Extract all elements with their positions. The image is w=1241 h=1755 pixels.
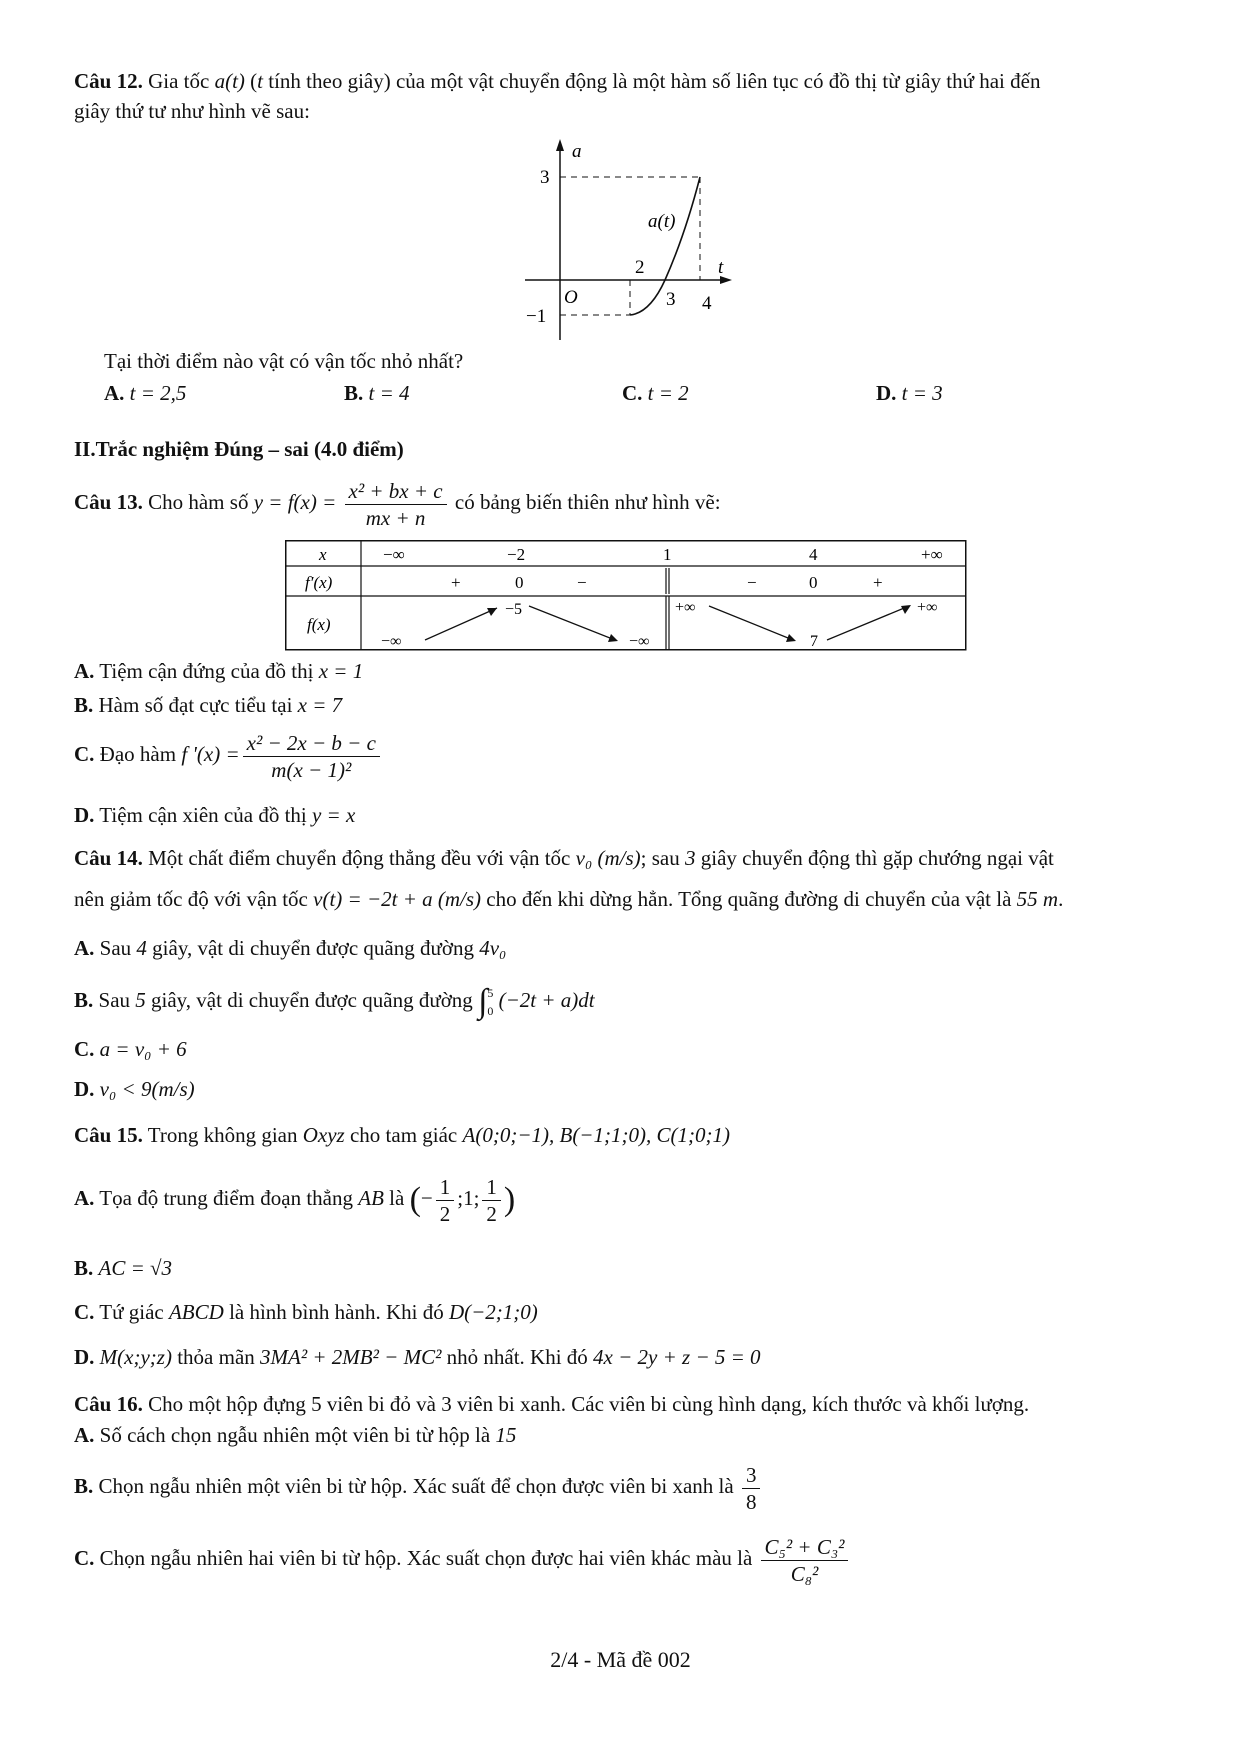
row-fp-label: f′(x) xyxy=(305,573,333,592)
q14-num: 3 xyxy=(684,846,696,870)
q12-question: Tại thời điểm nào vật có vận tốc nhỏ nhất? xyxy=(104,349,464,373)
option-letter: D. xyxy=(74,803,95,827)
q12-expr: a(t) xyxy=(214,69,245,93)
fp-sign: + xyxy=(451,573,461,592)
q13-option-d xyxy=(74,800,355,830)
q12-option-a xyxy=(104,378,186,408)
frac-den: m(x − 1)² xyxy=(271,757,352,782)
option-letter: A. xyxy=(104,381,125,405)
q14-text: giây chuyển động thì gặp chướng ngại vật xyxy=(700,846,1054,870)
option-text: Tiệm cận xiên của đồ thị xyxy=(99,803,307,827)
option-text: là hình bình hành. Khi đó xyxy=(229,1300,444,1324)
q12-option-b xyxy=(344,378,410,408)
fp-sign: 0 xyxy=(809,573,818,592)
q13-text2: có bảng biến thiên như hình vẽ: xyxy=(454,490,721,514)
frac-num: 1 xyxy=(436,1174,455,1201)
option-letter: C. xyxy=(74,1037,95,1061)
q12-label: Câu 12. xyxy=(74,69,143,93)
option-text: Sau xyxy=(98,988,131,1012)
option-text: Tiệm cận đứng của đồ thị xyxy=(99,659,314,683)
option-num: 4 xyxy=(136,936,147,960)
q14-expr: v(t) = −2t + a (m/s) xyxy=(313,887,482,911)
q15-option-d xyxy=(74,1342,761,1372)
option-letter: B. xyxy=(74,1474,94,1498)
option-expr: a = v₀ + 6 xyxy=(99,1037,187,1061)
x-val: 1 xyxy=(663,545,672,564)
option-lhs: f '(x) = xyxy=(181,742,240,766)
option-letter: D. xyxy=(876,381,897,405)
option-letter: D. xyxy=(74,1345,95,1369)
tick-y-3: 3 xyxy=(540,167,550,188)
x-val: +∞ xyxy=(921,545,943,564)
frac-den: 2 xyxy=(486,1201,497,1226)
option-expr: x = 1 xyxy=(318,659,364,683)
combination-fraction xyxy=(761,1534,849,1587)
option-seg: AB xyxy=(358,1186,384,1210)
q15-text: Trong không gian xyxy=(147,1123,298,1147)
tick-y-minus1: −1 xyxy=(526,306,547,327)
option-num: 5 xyxy=(135,988,146,1012)
curve-label: a(t) xyxy=(648,211,676,232)
q13-num: x² + bx + c xyxy=(345,478,447,505)
q14-dist: 55 m xyxy=(1016,887,1059,911)
q16-stem xyxy=(74,1389,1029,1419)
option-letter: D. xyxy=(74,1077,95,1101)
q13-text: Cho hàm số xyxy=(148,490,249,514)
option-point: M(x;y;z) xyxy=(99,1345,172,1369)
option-letter: A. xyxy=(74,1423,95,1447)
f-val: 7 xyxy=(810,633,818,650)
option-text: Hàm số đạt cực tiểu tại xyxy=(98,693,293,717)
probability-fraction xyxy=(742,1462,761,1515)
option-letter: C. xyxy=(74,742,95,766)
row-x-label: x xyxy=(319,545,327,564)
derivative-fraction xyxy=(243,730,380,783)
frac-num: 1 xyxy=(482,1174,501,1201)
option-letter: B. xyxy=(344,381,364,405)
option-text: t = 2,5 xyxy=(129,381,187,405)
axis-a-label: a xyxy=(572,141,582,162)
option-letter: C. xyxy=(622,381,643,405)
q12-option-d xyxy=(876,378,943,408)
q14-option-d xyxy=(74,1074,195,1104)
option-text: Sau xyxy=(99,936,132,960)
q13-den: mx + n xyxy=(365,505,426,530)
variation-table xyxy=(285,540,967,652)
paren-left: ( xyxy=(409,1181,421,1219)
fp-sign: − xyxy=(747,573,757,592)
option-text: Tọa độ trung điểm đoạn thẳng xyxy=(99,1186,353,1210)
q12-t: t xyxy=(257,69,264,93)
option-plane: 4x − 2y + z − 5 = 0 xyxy=(593,1345,761,1369)
x-val: −2 xyxy=(507,545,526,564)
option-expr: 3MA² + 2MB² − MC² xyxy=(260,1345,442,1369)
option-expr: AC = √3 xyxy=(98,1256,173,1280)
q13-stem xyxy=(74,474,721,531)
q12-text: Gia tốc xyxy=(148,69,210,93)
frac-half xyxy=(482,1174,501,1227)
fp-sign: + xyxy=(873,573,883,592)
q16-text: Cho một hộp đựng 5 viên bi đỏ và 3 viên bi xanh. Các viên bi cùng hình dạng, kích thước và khối lượng. xyxy=(148,1392,1030,1416)
x-val: −∞ xyxy=(383,545,405,564)
frac-den: 8 xyxy=(745,1489,757,1514)
page-footer: 2/4 - Mã đề 002 xyxy=(550,1647,691,1672)
option-text: giây, vật di chuyển được quãng đường xyxy=(151,988,473,1012)
option-expr: v₀ < 9(m/s) xyxy=(99,1077,195,1101)
q14-line1 xyxy=(74,843,1054,873)
q13-fraction xyxy=(345,478,447,531)
q13-option-b xyxy=(74,690,342,720)
option-letter: C. xyxy=(74,1546,95,1570)
origin-label: O xyxy=(564,287,578,308)
option-letter: B. xyxy=(74,693,94,717)
q14-label: Câu 14. xyxy=(74,846,143,870)
frac-num: x² − 2x − b − c xyxy=(243,730,380,757)
integral-lower: 0 xyxy=(487,1004,494,1019)
q14-expr: v₀ (m/s) xyxy=(575,846,641,870)
option-text: t = 4 xyxy=(368,381,410,405)
f-val: +∞ xyxy=(917,599,938,616)
q14-option-c xyxy=(74,1034,187,1064)
q14-line2 xyxy=(74,884,1063,914)
option-point: D(−2;1;0) xyxy=(448,1300,538,1324)
frac-half xyxy=(436,1174,455,1227)
q13-option-c xyxy=(74,726,383,783)
tick-x-4: 4 xyxy=(702,293,712,314)
q13-option-a xyxy=(74,656,363,686)
q14-text: Một chất điểm chuyển động thẳng đều với vận tốc xyxy=(148,846,571,870)
frac-den: 2 xyxy=(439,1201,451,1226)
frac-num: C₅² + C₃² xyxy=(761,1534,849,1561)
q16-option-b xyxy=(74,1458,763,1515)
q15-stem xyxy=(74,1120,730,1150)
option-letter: B. xyxy=(74,988,94,1012)
option-text: là xyxy=(389,1186,405,1210)
q16-option-c xyxy=(74,1530,851,1587)
tick-x-2: 2 xyxy=(635,257,645,278)
q12-line1 xyxy=(74,66,1040,96)
option-letter: C. xyxy=(74,1300,95,1324)
q15-option-b xyxy=(74,1253,172,1283)
option-letter: A. xyxy=(74,1186,95,1210)
option-letter: A. xyxy=(74,936,95,960)
q12-text-rest: tính theo giây) của một vật chuyển động là một hàm số liên tục có đồ thị từ giây thứ hai đến xyxy=(268,69,1041,93)
option-text: Số cách chọn ngẫu nhiên một viên bi từ hộp là xyxy=(99,1423,491,1447)
option-text: nhỏ nhất. Khi đó xyxy=(446,1345,588,1369)
q14-text: nên giảm tốc độ với vận tốc xyxy=(74,887,308,911)
q14-option-b xyxy=(74,978,595,1024)
fp-sign: 0 xyxy=(515,573,524,592)
q16-option-a xyxy=(74,1420,516,1450)
integral-sign: ∫ xyxy=(478,983,488,1021)
option-expr: (−2t + a)dt xyxy=(498,988,595,1012)
acceleration-graph xyxy=(520,135,740,350)
q14-period: . xyxy=(1058,887,1064,911)
option-letter: B. xyxy=(74,1256,94,1280)
coord-mid: ;1; xyxy=(457,1186,480,1210)
section-heading: II.Trắc nghiệm Đúng – sai (4.0 điểm) xyxy=(74,437,404,461)
q14-option-a xyxy=(74,933,506,963)
f-val: −∞ xyxy=(629,633,650,650)
option-expr: 4v₀ xyxy=(479,936,507,960)
option-text: Chọn ngẫu nhiên một viên bi từ hộp. Xác suất để chọn được viên bi xanh là xyxy=(98,1474,734,1498)
option-letter: A. xyxy=(74,659,95,683)
option-text: Chọn ngẫu nhiên hai viên bi từ hộp. Xác suất chọn được hai viên khác màu là xyxy=(99,1546,753,1570)
frac-den: C₈² xyxy=(790,1561,819,1586)
option-text: Đạo hàm xyxy=(99,742,177,766)
q15-option-c xyxy=(74,1297,538,1327)
q14-text: cho đến khi dừng hẳn. Tổng quãng đường di chuyển của vật là xyxy=(486,887,1012,911)
paren-right: ) xyxy=(503,1181,516,1219)
q13-label: Câu 13. xyxy=(74,490,143,514)
axis-t-label: t xyxy=(718,257,724,278)
q15-points: A(0;0;−1), B(−1;1;0), C(1;0;1) xyxy=(462,1123,730,1147)
row-f-label: f(x) xyxy=(307,615,331,634)
option-text: t = 2 xyxy=(647,381,689,405)
option-quad: ABCD xyxy=(168,1300,224,1324)
option-expr: 15 xyxy=(495,1423,517,1447)
q15-label: Câu 15. xyxy=(74,1123,143,1147)
fp-sign: − xyxy=(577,573,587,592)
option-text: Tứ giác xyxy=(99,1300,164,1324)
x-val: 4 xyxy=(809,545,818,564)
f-val: −5 xyxy=(505,601,523,618)
q13-lhs: y = f(x) = xyxy=(253,490,337,514)
q12-option-c xyxy=(622,378,689,408)
q15-text: cho tam giác xyxy=(349,1123,458,1147)
f-val: −∞ xyxy=(381,633,402,650)
integral-upper: 5 xyxy=(487,986,494,1001)
q16-label: Câu 16. xyxy=(74,1392,143,1416)
f-val: +∞ xyxy=(675,599,696,616)
option-expr: x = 7 xyxy=(297,693,343,717)
option-expr: y = x xyxy=(311,803,356,827)
option-text: giây, vật di chuyển được quãng đường xyxy=(152,936,474,960)
q12-paren: ( xyxy=(250,69,258,93)
q14-text: ; sau xyxy=(640,846,680,870)
option-text: t = 3 xyxy=(901,381,943,405)
tick-x-3: 3 xyxy=(666,289,676,310)
frac-num: 3 xyxy=(742,1462,761,1489)
q15-option-a: A. Tọa độ trung điểm đoạn thẳng AB là (− $\frac{1}{2}$ ;1; $\frac{1}{2}$ ) xyxy=(74,1174,516,1226)
q15-space: Oxyz xyxy=(302,1123,345,1147)
option-text: thỏa mãn xyxy=(177,1345,255,1369)
q12-line2: giây thứ tư như hình vẽ sau: xyxy=(74,99,310,123)
